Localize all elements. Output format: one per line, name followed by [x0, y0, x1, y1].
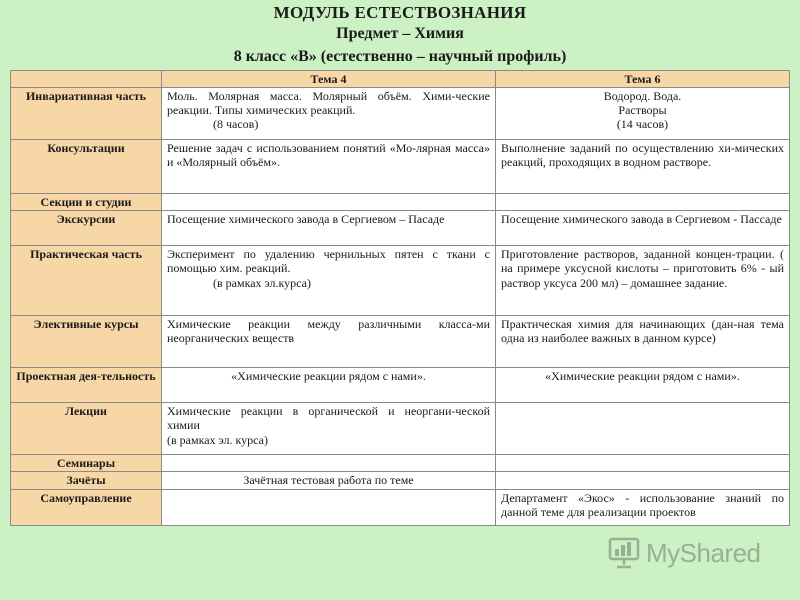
- table-row: [11, 472, 790, 489]
- practical-topic6-cell: Приготовление растворов, заданной концен-трации. ( на примере уксусной кислоты – приготовить 6% - ый раствор уксуса 200 мл) – домашнее задание.: [496, 246, 790, 316]
- table-row: [11, 211, 790, 246]
- row-label-practical: Практическая часть: [11, 246, 162, 316]
- seminars-topic4-cell: [162, 455, 496, 472]
- curriculum-table: [10, 70, 790, 526]
- selfgov-topic4-cell: [162, 489, 496, 525]
- row-label-excursions: Экскурсии: [11, 211, 162, 246]
- excursions-topic4-cell: Посещение химического завода в Сергиевом – Пасаде: [162, 211, 496, 246]
- myshared-watermark: [607, 536, 761, 570]
- consult-topic6-cell: Выполнение заданий по осуществлению хи-мических реакций, проходящих в водном растворе.: [496, 140, 790, 194]
- table-row: [11, 455, 790, 472]
- table-row: [11, 88, 790, 140]
- selfgov-topic6-cell: Департамент «Экос» - использование знаний по данной теме для реализации проектов: [496, 489, 790, 525]
- project-topic4-cell: «Химические реакции рядом с нами».: [162, 368, 496, 403]
- column-header-topic-6: Тема 6: [496, 71, 790, 88]
- table-row: [11, 246, 790, 316]
- table-row: [11, 489, 790, 525]
- row-label-sections: Секции и студии: [11, 194, 162, 211]
- electives-topic4-cell: Химические реакции между различными класса-ми неорганических веществ: [162, 316, 496, 368]
- credits-topic6-cell: [496, 472, 790, 489]
- row-label-credits: Зачёты: [11, 472, 162, 489]
- credits-topic4-cell: Зачётная тестовая работа по теме: [162, 472, 496, 489]
- table-row: [11, 316, 790, 368]
- excursions-topic6-cell: Посещение химического завода в Сергиевом - Пассаде: [496, 211, 790, 246]
- lectures-topic6-cell: [496, 403, 790, 455]
- row-label-invariant: Инвариативная часть: [11, 88, 162, 140]
- table-header-row: [11, 71, 790, 88]
- table-row: [11, 368, 790, 403]
- cell-note: (в рамках эл. курса): [167, 432, 268, 447]
- class-title: 8 класс «В» (естественно – научный профиль): [233, 48, 567, 65]
- page-title: МОДУЛЬ ЕСТЕСТВОЗНАНИЯ: [273, 3, 527, 22]
- table-row: [11, 140, 790, 194]
- sections-topic4-cell: [162, 194, 496, 211]
- practical-topic4-cell: [162, 246, 496, 316]
- cell-text: Растворы: [618, 103, 667, 118]
- row-label-lectures: Лекции: [11, 403, 162, 455]
- cell-text: Химические реакции в органической и неоргани-ческой химии: [167, 404, 490, 433]
- cell-text: Моль. Молярная масса. Молярный объём. Хими-ческие реакции. Типы химических реакций.: [167, 89, 490, 118]
- project-topic6-cell: «Химические реакции рядом с нами».: [496, 368, 790, 403]
- row-label-project: Проектная дея-тельность: [11, 368, 162, 403]
- cell-text: Водород. Вода.: [603, 89, 682, 104]
- consult-topic4-cell: Решение задач с использованием понятий «Мо-лярная масса» и «Молярный объём».: [162, 140, 496, 194]
- header-corner-cell: [11, 71, 162, 88]
- table-row: [11, 403, 790, 455]
- watermark-text: MyShared: [646, 537, 761, 568]
- column-header-topic-4: Тема 4: [162, 71, 496, 88]
- cell-hours: (14 часов): [616, 117, 669, 132]
- cell-note: (в рамках эл.курса): [213, 275, 311, 290]
- subject-title: Предмет – Химия: [336, 25, 464, 42]
- electives-topic6-cell: Практическая химия для начинающих (дан-ная тема одна из наиболее важных в данном курсе): [496, 316, 790, 368]
- seminars-topic6-cell: [496, 455, 790, 472]
- row-label-consultations: Консультации: [11, 140, 162, 194]
- row-label-electives: Элективные курсы: [11, 316, 162, 368]
- table-row: [11, 194, 790, 211]
- cell-hours: (8 часов): [213, 117, 259, 132]
- lectures-topic4-cell: [162, 403, 496, 455]
- row-label-self-government: Самоуправление: [11, 489, 162, 525]
- invariant-topic6-cell: [496, 88, 790, 140]
- cell-text: Эксперимент по удалению чернильных пятен с ткани с помощью хим. реакций.: [167, 247, 490, 276]
- sections-topic6-cell: [496, 194, 790, 211]
- invariant-topic4-cell: [162, 88, 496, 140]
- row-label-seminars: Семинары: [11, 455, 162, 472]
- projector-screen-icon: [607, 536, 641, 570]
